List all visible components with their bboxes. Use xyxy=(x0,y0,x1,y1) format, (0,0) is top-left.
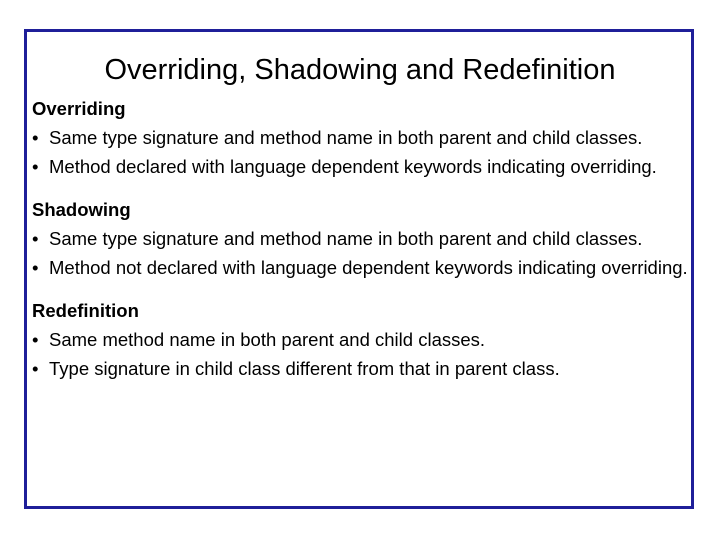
section-redefinition xyxy=(32,296,702,383)
bullet-text: Type signature in child class different from that in parent class. xyxy=(49,358,560,379)
section-heading: Overriding xyxy=(32,98,126,119)
slide-body xyxy=(32,94,702,383)
bullet-icon: • xyxy=(32,127,39,148)
section-heading: Redefinition xyxy=(32,300,139,321)
bullet-icon: • xyxy=(32,156,39,177)
bullet-text: Same type signature and method name in both parent and child classes. xyxy=(49,228,643,249)
bullet-text: Method not declared with language dependent keywords indicating overriding. xyxy=(49,257,688,278)
bullet-item xyxy=(32,354,702,383)
bullet-item xyxy=(32,152,702,181)
bullet-icon: • xyxy=(32,329,39,350)
section-heading: Shadowing xyxy=(32,199,131,220)
bullet-item xyxy=(32,224,702,253)
bullet-icon: • xyxy=(32,358,39,379)
section-overriding xyxy=(32,94,702,181)
bullet-item xyxy=(32,253,702,282)
bullet-text: Method declared with language dependent keywords indicating overriding. xyxy=(49,156,657,177)
slide-title: Overriding, Shadowing and Redefinition xyxy=(104,54,616,86)
bullet-item xyxy=(32,123,702,152)
bullet-text: Same type signature and method name in both parent and child classes. xyxy=(49,127,643,148)
bullet-icon: • xyxy=(32,257,39,278)
bullet-icon: • xyxy=(32,228,39,249)
section-shadowing xyxy=(32,195,702,282)
bullet-item xyxy=(32,325,702,354)
bullet-text: Same method name in both parent and child classes. xyxy=(49,329,486,350)
